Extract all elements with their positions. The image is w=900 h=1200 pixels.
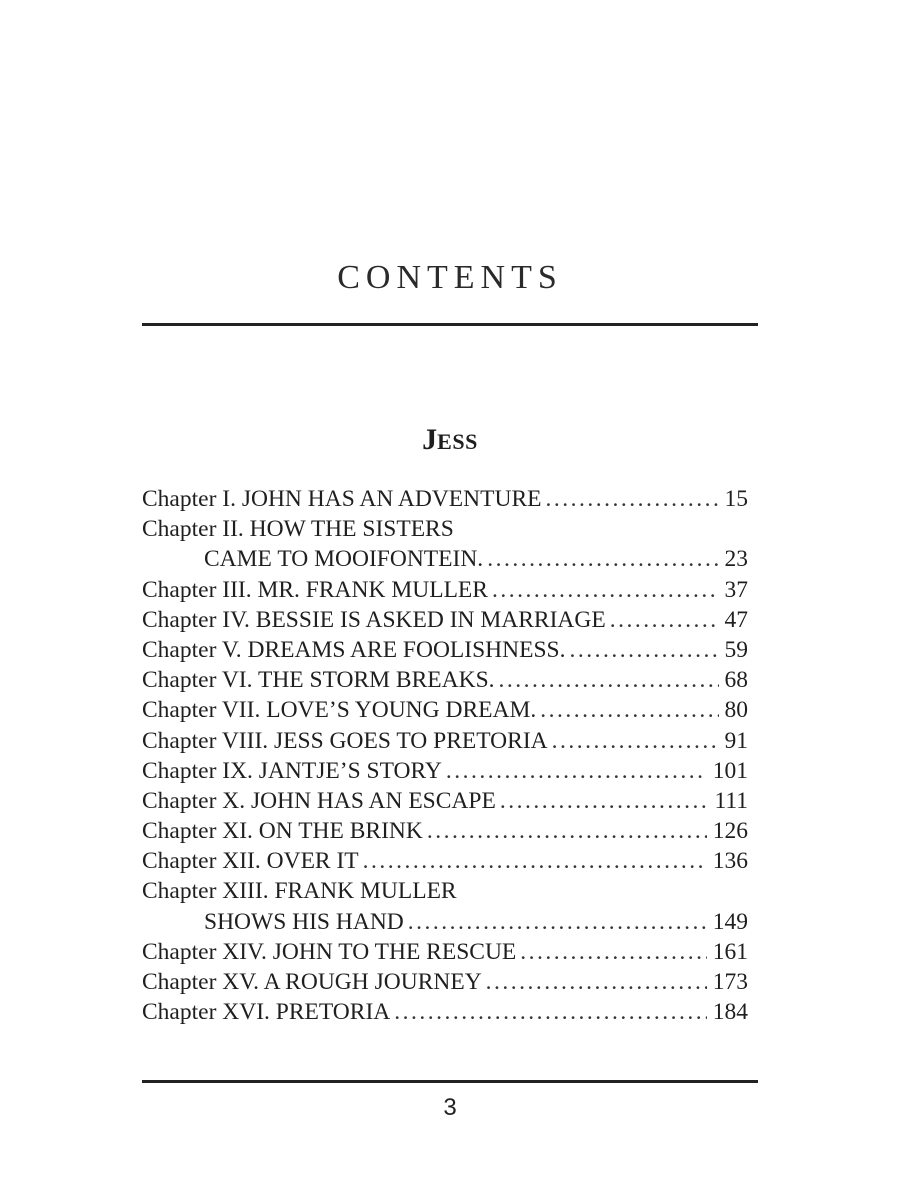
- toc-entry-title: Chapter XVI. PRETORIA: [142, 999, 391, 1026]
- toc-entry: [142, 605, 748, 635]
- toc-entry-page: 23: [724, 546, 748, 573]
- toc-dot-leader: [492, 575, 719, 605]
- toc-entry-title: Chapter II. HOW THE SISTERS: [142, 516, 454, 543]
- toc-entry-page: 59: [724, 636, 748, 663]
- table-of-contents: [142, 484, 748, 1027]
- toc-entry-page: 37: [724, 576, 748, 603]
- toc-entry-page: 101: [712, 757, 748, 784]
- toc-dot-leader: [520, 937, 706, 967]
- book-title: [0, 420, 900, 462]
- toc-entry-page: 91: [724, 727, 748, 754]
- toc-entry: [142, 786, 748, 816]
- toc-entry: [142, 997, 748, 1027]
- toc-entry-page: 149: [712, 908, 748, 935]
- toc-entry-page: 111: [714, 787, 748, 814]
- toc-entry: [142, 575, 748, 605]
- toc-entry-title: Chapter X. JOHN HAS AN ESCAPE: [142, 787, 496, 814]
- book-title-initial: J: [422, 423, 438, 456]
- toc-entry-page: 47: [724, 606, 748, 633]
- toc-entry: [142, 967, 748, 997]
- toc-entry-title: Chapter VII. LOVE’S YOUNG DREAM.: [142, 697, 537, 724]
- page-number: 3: [443, 1094, 457, 1121]
- toc-entry-page: 68: [724, 667, 748, 694]
- toc-entry-title: Chapter I. JOHN HAS AN ADVENTURE: [142, 486, 542, 512]
- toc-entry: [142, 635, 748, 665]
- bottom-rule: [142, 1080, 758, 1083]
- contents-heading: CONTENTS: [337, 259, 563, 296]
- toc-dot-leader: [446, 756, 707, 786]
- toc-entry: [142, 816, 748, 846]
- top-rule: [142, 323, 758, 326]
- toc-entry: [142, 756, 748, 786]
- toc-dot-leader: [408, 907, 707, 937]
- toc-entry: [142, 937, 748, 967]
- toc-entry: [142, 544, 748, 574]
- toc-entry: [142, 876, 748, 906]
- toc-dot-leader: [487, 544, 718, 574]
- toc-entry-title: Chapter III. MR. FRANK MULLER: [142, 576, 488, 603]
- toc-dot-leader: [500, 786, 709, 816]
- toc-entry: [142, 726, 748, 756]
- toc-entry-page: 173: [712, 969, 748, 995]
- toc-entry-title: Chapter IV. BESSIE IS ASKED IN MARRIAGE: [142, 606, 606, 633]
- toc-entry-title: CAME TO MOOIFONTEIN.: [204, 546, 484, 573]
- toc-entry: [142, 846, 748, 876]
- toc-entry-title: Chapter XIV. JOHN TO THE RESCUE: [142, 938, 517, 965]
- toc-entry-title: Chapter XV. A ROUGH JOURNEY: [142, 969, 482, 995]
- toc-entry-title: Chapter IX. JANTJE’S STORY: [142, 757, 442, 784]
- toc-entry-page: 15: [724, 486, 748, 512]
- toc-entry-title: Chapter V. DREAMS ARE FOOLISHNESS.: [142, 636, 566, 663]
- toc-entry-page: 161: [712, 938, 748, 965]
- toc-dot-leader: [540, 695, 718, 725]
- toc-entry-title: Chapter XI. ON THE BRINK: [142, 818, 423, 845]
- toc-entry-page: 80: [724, 697, 748, 724]
- toc-entry: [142, 514, 748, 544]
- book-title-rest: ESS: [437, 429, 478, 454]
- toc-entry: [142, 907, 748, 937]
- toc-dot-leader: [394, 997, 706, 1027]
- toc-dot-leader: [486, 967, 707, 997]
- toc-dot-leader: [427, 816, 707, 846]
- toc-entry-title: Chapter VI. THE STORM BREAKS.: [142, 667, 495, 694]
- toc-dot-leader: [570, 635, 719, 665]
- toc-dot-leader: [610, 605, 719, 635]
- toc-dot-leader: [363, 846, 707, 876]
- toc-entry-page: 126: [712, 818, 748, 845]
- toc-dot-leader: [545, 484, 718, 514]
- toc-entry-page: 136: [712, 848, 748, 875]
- toc-entry: [142, 484, 748, 514]
- toc-dot-leader: [552, 726, 719, 756]
- toc-entry-title: Chapter VIII. JESS GOES TO PRETORIA: [142, 727, 548, 754]
- toc-entry-title: Chapter XIII. FRANK MULLER: [142, 878, 457, 905]
- toc-entry-title: Chapter XII. OVER IT: [142, 848, 359, 875]
- toc-entry-page: 184: [712, 999, 748, 1026]
- toc-dot-leader: [499, 665, 719, 695]
- toc-entry-title: SHOWS HIS HAND: [204, 908, 404, 935]
- toc-entry: [142, 695, 748, 725]
- toc-entry: [142, 665, 748, 695]
